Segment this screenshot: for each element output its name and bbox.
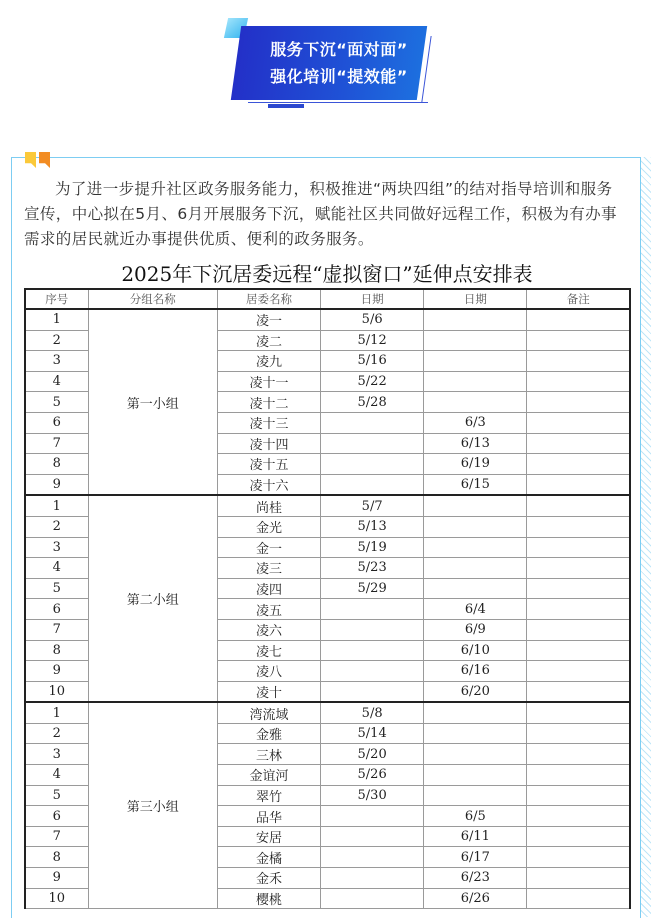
quote-left-glyph — [25, 152, 36, 168]
quote-right-glyph — [39, 152, 50, 168]
cell-note — [527, 619, 630, 640]
cell-note — [527, 412, 630, 433]
cell-note — [527, 454, 630, 475]
cell-no: 7 — [25, 826, 88, 847]
cell-date-may: 5/13 — [321, 516, 424, 537]
cell-date-june — [424, 392, 527, 413]
cell-committee: 凌八 — [217, 661, 320, 682]
cell-committee: 三林 — [217, 744, 320, 765]
cell-no: 3 — [25, 744, 88, 765]
header-banner — [228, 26, 424, 102]
cell-date-june — [424, 702, 527, 723]
cell-date-june: 6/17 — [424, 847, 527, 868]
cell-no: 4 — [25, 558, 88, 579]
cell-note — [527, 806, 630, 827]
cell-committee: 凌七 — [217, 640, 320, 661]
cell-no: 9 — [25, 661, 88, 682]
cell-group-name: 第三小组 — [88, 702, 217, 908]
cell-date-may: 5/30 — [321, 785, 424, 806]
cell-group-name: 第二小组 — [88, 495, 217, 702]
banner-title — [254, 36, 424, 90]
cell-note — [527, 826, 630, 847]
cell-committee: 凌五 — [217, 599, 320, 620]
cell-no: 8 — [25, 454, 88, 475]
cell-date-june — [424, 495, 527, 516]
cell-committee: 安居 — [217, 826, 320, 847]
cell-date-may: 5/28 — [321, 392, 424, 413]
cell-note — [527, 433, 630, 454]
intro-paragraph: 为了进一步提升社区政务服务能力，积极推进“两块四组”的结对指导培训和服务宣传，中心拟在5月、6月开展服务下沉，赋能社区共同做好远程工作，积极为有办事需求的居民就近办事提供优质、便利的政务服务。 — [24, 180, 617, 248]
cell-note — [527, 537, 630, 558]
cell-date-june — [424, 351, 527, 372]
cell-note — [527, 392, 630, 413]
cell-note — [527, 868, 630, 889]
cell-date-may — [321, 661, 424, 682]
table-header-row — [25, 289, 630, 309]
cell-date-may — [321, 474, 424, 495]
cell-no: 6 — [25, 412, 88, 433]
cell-committee: 金雅 — [217, 723, 320, 744]
table-row — [25, 702, 630, 723]
cell-group-name: 第一小组 — [88, 309, 217, 495]
cell-committee: 凌十一 — [217, 371, 320, 392]
cell-date-may: 5/16 — [321, 351, 424, 372]
cell-no: 6 — [25, 806, 88, 827]
cell-committee: 樱桃 — [217, 888, 320, 909]
cell-date-may — [321, 681, 424, 702]
cell-note — [527, 371, 630, 392]
banner-line-1: 服务下沉“面对面” — [270, 40, 408, 59]
cell-date-may: 5/23 — [321, 558, 424, 579]
cell-no: 2 — [25, 516, 88, 537]
cell-no: 7 — [25, 433, 88, 454]
cell-note — [527, 558, 630, 579]
cell-date-june — [424, 578, 527, 599]
cell-date-may: 5/7 — [321, 495, 424, 516]
cell-note — [527, 661, 630, 682]
cell-committee: 湾流域 — [217, 702, 320, 723]
banner-bar — [268, 104, 304, 108]
header-group: 分组名称 — [88, 289, 217, 309]
cell-committee: 金一 — [217, 537, 320, 558]
quote-mark-icon — [24, 152, 54, 172]
cell-no: 10 — [25, 681, 88, 702]
cell-no: 5 — [25, 392, 88, 413]
cell-committee: 金禾 — [217, 868, 320, 889]
cell-date-june — [424, 785, 527, 806]
cell-no: 4 — [25, 765, 88, 786]
cell-committee: 凌一 — [217, 309, 320, 330]
table-body — [25, 309, 630, 909]
cell-committee: 凌二 — [217, 330, 320, 351]
header-no: 序号 — [25, 289, 88, 309]
cell-no: 9 — [25, 868, 88, 889]
cell-committee: 翠竹 — [217, 785, 320, 806]
cell-note — [527, 723, 630, 744]
cell-note — [527, 765, 630, 786]
cell-note — [527, 330, 630, 351]
banner-underline — [248, 102, 428, 103]
cell-committee: 凌十二 — [217, 392, 320, 413]
cell-note — [527, 640, 630, 661]
cell-note — [527, 785, 630, 806]
header-committee: 居委名称 — [217, 289, 320, 309]
cell-note — [527, 599, 630, 620]
cell-committee: 金光 — [217, 516, 320, 537]
cell-note — [527, 744, 630, 765]
cell-committee: 凌十五 — [217, 454, 320, 475]
table-row — [25, 495, 630, 516]
cell-no: 7 — [25, 619, 88, 640]
cell-date-may: 5/26 — [321, 765, 424, 786]
cell-date-june: 6/10 — [424, 640, 527, 661]
table-row — [25, 309, 630, 330]
cell-date-may — [321, 599, 424, 620]
cell-date-june — [424, 558, 527, 579]
cell-committee: 品华 — [217, 806, 320, 827]
cell-date-may: 5/29 — [321, 578, 424, 599]
cell-date-may: 5/14 — [321, 723, 424, 744]
cell-note — [527, 516, 630, 537]
cell-no: 1 — [25, 309, 88, 330]
cell-no: 3 — [25, 351, 88, 372]
cell-date-june — [424, 516, 527, 537]
cell-date-may: 5/6 — [321, 309, 424, 330]
cell-date-may: 5/8 — [321, 702, 424, 723]
cell-date-june — [424, 765, 527, 786]
cell-date-may — [321, 640, 424, 661]
cell-date-june — [424, 309, 527, 330]
cell-date-june: 6/19 — [424, 454, 527, 475]
cell-no: 8 — [25, 847, 88, 868]
cell-date-june — [424, 723, 527, 744]
cell-date-may: 5/22 — [321, 371, 424, 392]
cell-date-june: 6/15 — [424, 474, 527, 495]
cell-note — [527, 309, 630, 330]
cell-date-may — [321, 826, 424, 847]
cell-date-may — [321, 433, 424, 454]
cell-date-june — [424, 330, 527, 351]
cell-date-june — [424, 371, 527, 392]
cell-no: 9 — [25, 474, 88, 495]
cell-committee: 凌十六 — [217, 474, 320, 495]
table-title: 2025年下沉居委远程“虚拟窗口”延伸点安排表 — [121, 262, 533, 286]
cell-date-may: 5/20 — [321, 744, 424, 765]
cell-date-may: 5/12 — [321, 330, 424, 351]
cell-committee: 凌十三 — [217, 412, 320, 433]
cell-committee: 凌六 — [217, 619, 320, 640]
banner-line-2: 强化培训“提效能” — [270, 67, 408, 86]
cell-committee: 凌三 — [217, 558, 320, 579]
cell-date-june: 6/3 — [424, 412, 527, 433]
cell-note — [527, 495, 630, 516]
cell-no: 3 — [25, 537, 88, 558]
cell-no: 2 — [25, 330, 88, 351]
cell-date-may — [321, 412, 424, 433]
cell-no: 1 — [25, 495, 88, 516]
card-hatch-decoration — [640, 157, 651, 917]
cell-no: 10 — [25, 888, 88, 909]
cell-date-june: 6/5 — [424, 806, 527, 827]
cell-date-may — [321, 806, 424, 827]
cell-date-may — [321, 847, 424, 868]
cell-committee: 凌十 — [217, 681, 320, 702]
header-note: 备注 — [527, 289, 630, 309]
cell-date-may: 5/19 — [321, 537, 424, 558]
schedule-table — [24, 288, 631, 909]
cell-committee: 凌十四 — [217, 433, 320, 454]
cell-date-may — [321, 868, 424, 889]
cell-note — [527, 847, 630, 868]
cell-date-june: 6/11 — [424, 826, 527, 847]
cell-date-june: 6/9 — [424, 619, 527, 640]
cell-no: 6 — [25, 599, 88, 620]
cell-no: 8 — [25, 640, 88, 661]
cell-date-june: 6/26 — [424, 888, 527, 909]
cell-note — [527, 681, 630, 702]
cell-no: 5 — [25, 578, 88, 599]
cell-date-june: 6/16 — [424, 661, 527, 682]
cell-committee: 金谊河 — [217, 765, 320, 786]
cell-note — [527, 702, 630, 723]
cell-date-june — [424, 537, 527, 558]
cell-date-june: 6/20 — [424, 681, 527, 702]
cell-date-may — [321, 454, 424, 475]
header-date-may: 日期 — [321, 289, 424, 309]
cell-date-may — [321, 619, 424, 640]
cell-committee: 尚桂 — [217, 495, 320, 516]
cell-date-june: 6/13 — [424, 433, 527, 454]
header-date-june: 日期 — [424, 289, 527, 309]
cell-committee: 凌四 — [217, 578, 320, 599]
cell-no: 4 — [25, 371, 88, 392]
cell-note — [527, 474, 630, 495]
cell-committee: 金橘 — [217, 847, 320, 868]
cell-note — [527, 578, 630, 599]
cell-no: 5 — [25, 785, 88, 806]
cell-committee: 凌九 — [217, 351, 320, 372]
cell-no: 1 — [25, 702, 88, 723]
cell-no: 2 — [25, 723, 88, 744]
cell-date-june: 6/23 — [424, 868, 527, 889]
cell-note — [527, 351, 630, 372]
cell-date-june — [424, 744, 527, 765]
cell-date-june: 6/4 — [424, 599, 527, 620]
